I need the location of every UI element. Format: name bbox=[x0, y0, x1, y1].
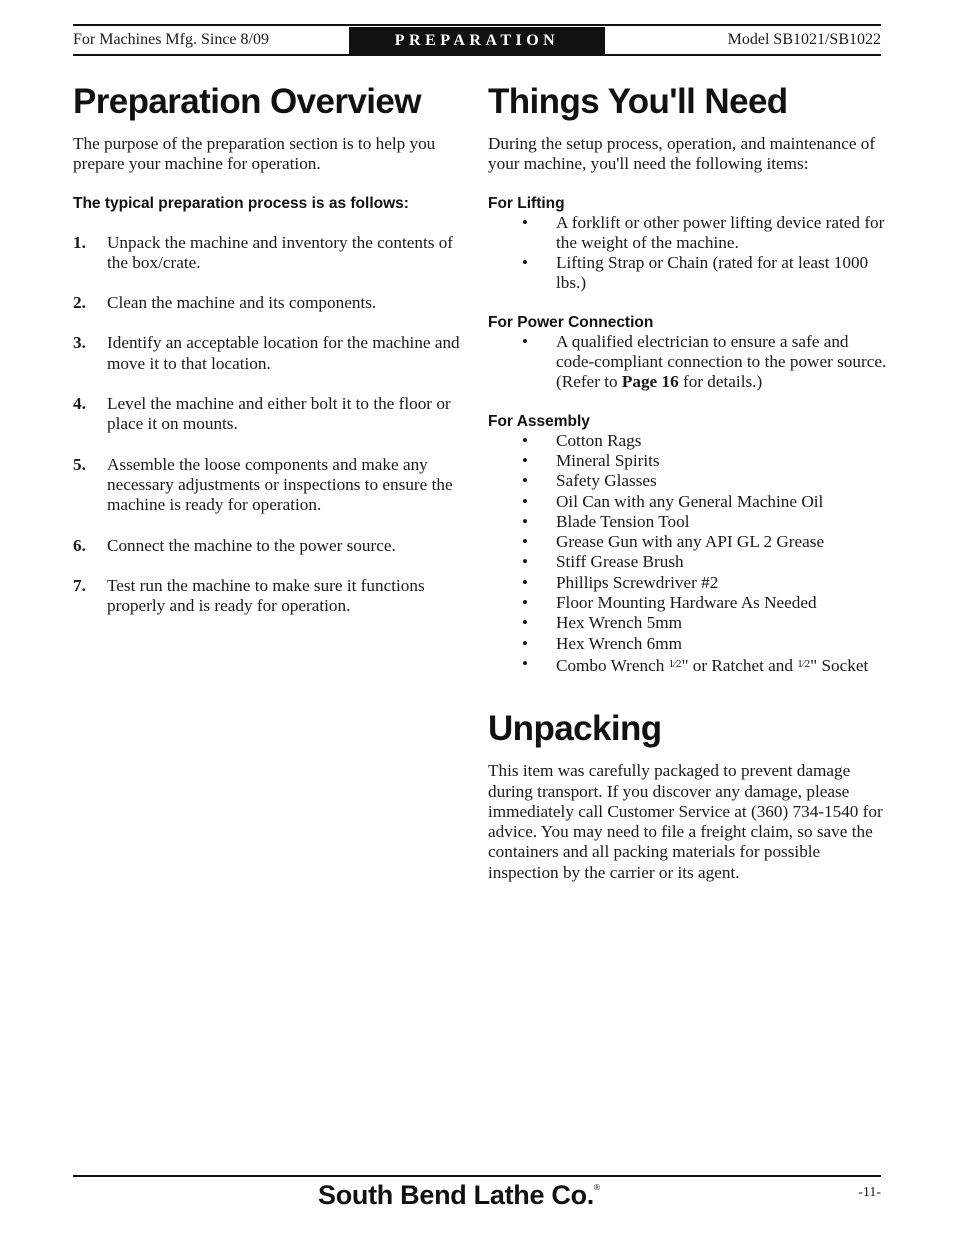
item-text: Grease Gun with any API GL 2 Grease bbox=[556, 532, 825, 552]
step-text: Unpack the machine and inventory the contents of the box/crate. bbox=[107, 232, 454, 272]
list-item bbox=[488, 613, 888, 633]
step-number: 6. bbox=[73, 535, 86, 555]
company-logo bbox=[318, 1180, 600, 1211]
footer-rule bbox=[73, 1175, 881, 1177]
overview-intro: The purpose of the preparation section is to help you prepare your machine for operation. bbox=[73, 134, 436, 174]
item-text: Stiff Grease Brush bbox=[556, 552, 684, 572]
bullet: • bbox=[522, 532, 529, 552]
list-item bbox=[488, 431, 888, 451]
assembly-list bbox=[488, 431, 888, 677]
list-item bbox=[488, 512, 888, 532]
item-text bbox=[556, 332, 888, 393]
list-item bbox=[73, 333, 473, 374]
item-text: Lifting Strap or Chain (rated for at least 1000 lbs.) bbox=[556, 253, 869, 293]
bullet: • bbox=[522, 430, 529, 450]
things-needed-section bbox=[488, 84, 888, 883]
step-number: 7. bbox=[73, 575, 86, 595]
list-item bbox=[73, 293, 473, 313]
item-text: Phillips Screwdriver #2 bbox=[556, 572, 719, 592]
bullet: • bbox=[522, 511, 529, 531]
header-rule-bottom bbox=[73, 54, 881, 56]
item-text bbox=[556, 654, 888, 676]
list-item bbox=[488, 471, 888, 491]
item-text: Hex Wrench 6mm bbox=[556, 633, 682, 653]
power-text-before: A qualified electrician to ensure a safe and code-compliant connection to the power source. (Refer to bbox=[556, 331, 887, 392]
list-item bbox=[73, 536, 473, 556]
registered-mark: ® bbox=[593, 1183, 600, 1192]
bullet: • bbox=[522, 552, 529, 572]
step-number: 3. bbox=[73, 333, 86, 353]
power-list bbox=[488, 332, 888, 393]
page-reference: Page 16 bbox=[621, 372, 679, 392]
list-item bbox=[488, 593, 888, 613]
bullet: • bbox=[522, 331, 529, 351]
step-number: 4. bbox=[73, 394, 86, 414]
item-text: Blade Tension Tool bbox=[556, 511, 690, 531]
half-fraction: 1⁄2 bbox=[797, 657, 811, 670]
list-item bbox=[488, 451, 888, 471]
header-section-label: PREPARATION bbox=[349, 27, 605, 54]
list-item bbox=[73, 576, 473, 617]
page-number: -11- bbox=[858, 1185, 881, 1200]
item-text: Hex Wrench 5mm bbox=[556, 613, 682, 633]
lifting-heading: For Lifting bbox=[488, 194, 565, 212]
assembly-heading: For Assembly bbox=[488, 412, 590, 430]
bullet: • bbox=[522, 471, 529, 491]
preparation-steps-list bbox=[73, 233, 473, 617]
step-number: 1. bbox=[73, 232, 86, 252]
bullet: • bbox=[522, 633, 529, 653]
step-text: Clean the machine and its components. bbox=[107, 293, 377, 313]
preparation-overview-section bbox=[73, 84, 473, 636]
list-item bbox=[488, 332, 888, 393]
step-number: 2. bbox=[73, 293, 86, 313]
unpacking-text: This item was carefully packaged to prevent damage during transport. If you discover any damage, please immediately call Customer Service at (360) 734-1540 for advice. You may need to file a freight claim, so save the containers and all packing materials for possible inspection by the carrier or its agent. bbox=[488, 761, 883, 882]
list-item bbox=[488, 532, 888, 552]
bullet: • bbox=[522, 491, 529, 511]
step-text: Identify an acceptable location for the machine and move it to that location. bbox=[107, 333, 460, 373]
process-heading: The typical preparation process is as follows: bbox=[73, 194, 409, 212]
bullet: • bbox=[522, 653, 529, 673]
power-heading: For Power Connection bbox=[488, 313, 654, 331]
step-text: Level the machine and either bolt it to the floor or place it on mounts. bbox=[107, 394, 451, 434]
things-intro: During the setup process, operation, and maintenance of your machine, you'll need the following items: bbox=[488, 134, 876, 174]
item-text: A forklift or other power lifting device rated for the weight of the machine. bbox=[556, 212, 885, 252]
step-text: Assemble the loose components and make any necessary adjustments or inspections to ensure the machine is ready for operation. bbox=[107, 454, 453, 515]
bullet: • bbox=[522, 593, 529, 613]
preparation-overview-title: Preparation Overview bbox=[73, 82, 421, 121]
bullet: • bbox=[522, 613, 529, 633]
step-number: 5. bbox=[73, 454, 86, 474]
item-text: Safety Glasses bbox=[556, 471, 657, 491]
header-manufacture-note: For Machines Mfg. Since 8/09 bbox=[73, 31, 269, 48]
list-item bbox=[488, 492, 888, 512]
things-needed-title: Things You'll Need bbox=[488, 82, 788, 121]
combo-wrench-part2: " or Ratchet and bbox=[681, 655, 798, 675]
list-item bbox=[73, 233, 473, 274]
power-text-after: for details.) bbox=[678, 372, 763, 392]
lifting-list bbox=[488, 213, 888, 294]
combo-wrench-part1: Combo Wrench bbox=[556, 655, 669, 675]
list-item bbox=[488, 573, 888, 593]
combo-wrench-part3: " Socket bbox=[810, 655, 869, 675]
list-item bbox=[488, 654, 888, 676]
item-text: Mineral Spirits bbox=[556, 450, 660, 470]
list-item bbox=[488, 213, 888, 254]
item-text: Oil Can with any General Machine Oil bbox=[556, 491, 824, 511]
list-item bbox=[488, 634, 888, 654]
header-model-number: Model SB1021/SB1022 bbox=[727, 31, 881, 48]
company-logo-text: South Bend Lathe Co. bbox=[318, 1180, 594, 1210]
item-text: Floor Mounting Hardware As Needed bbox=[556, 593, 817, 613]
half-fraction: 1⁄2 bbox=[668, 657, 682, 670]
item-text: Cotton Rags bbox=[556, 430, 642, 450]
list-item bbox=[73, 394, 473, 435]
step-text: Test run the machine to make sure it functions properly and is ready for operation. bbox=[107, 575, 425, 616]
list-item bbox=[488, 552, 888, 572]
list-item bbox=[488, 253, 888, 294]
bullet: • bbox=[522, 212, 529, 232]
unpacking-title: Unpacking bbox=[488, 709, 662, 749]
bullet: • bbox=[522, 253, 529, 273]
header-rule-top bbox=[73, 24, 881, 26]
list-item bbox=[73, 455, 473, 516]
bullet: • bbox=[522, 572, 529, 592]
step-text: Connect the machine to the power source. bbox=[107, 535, 396, 555]
bullet: • bbox=[522, 450, 529, 470]
